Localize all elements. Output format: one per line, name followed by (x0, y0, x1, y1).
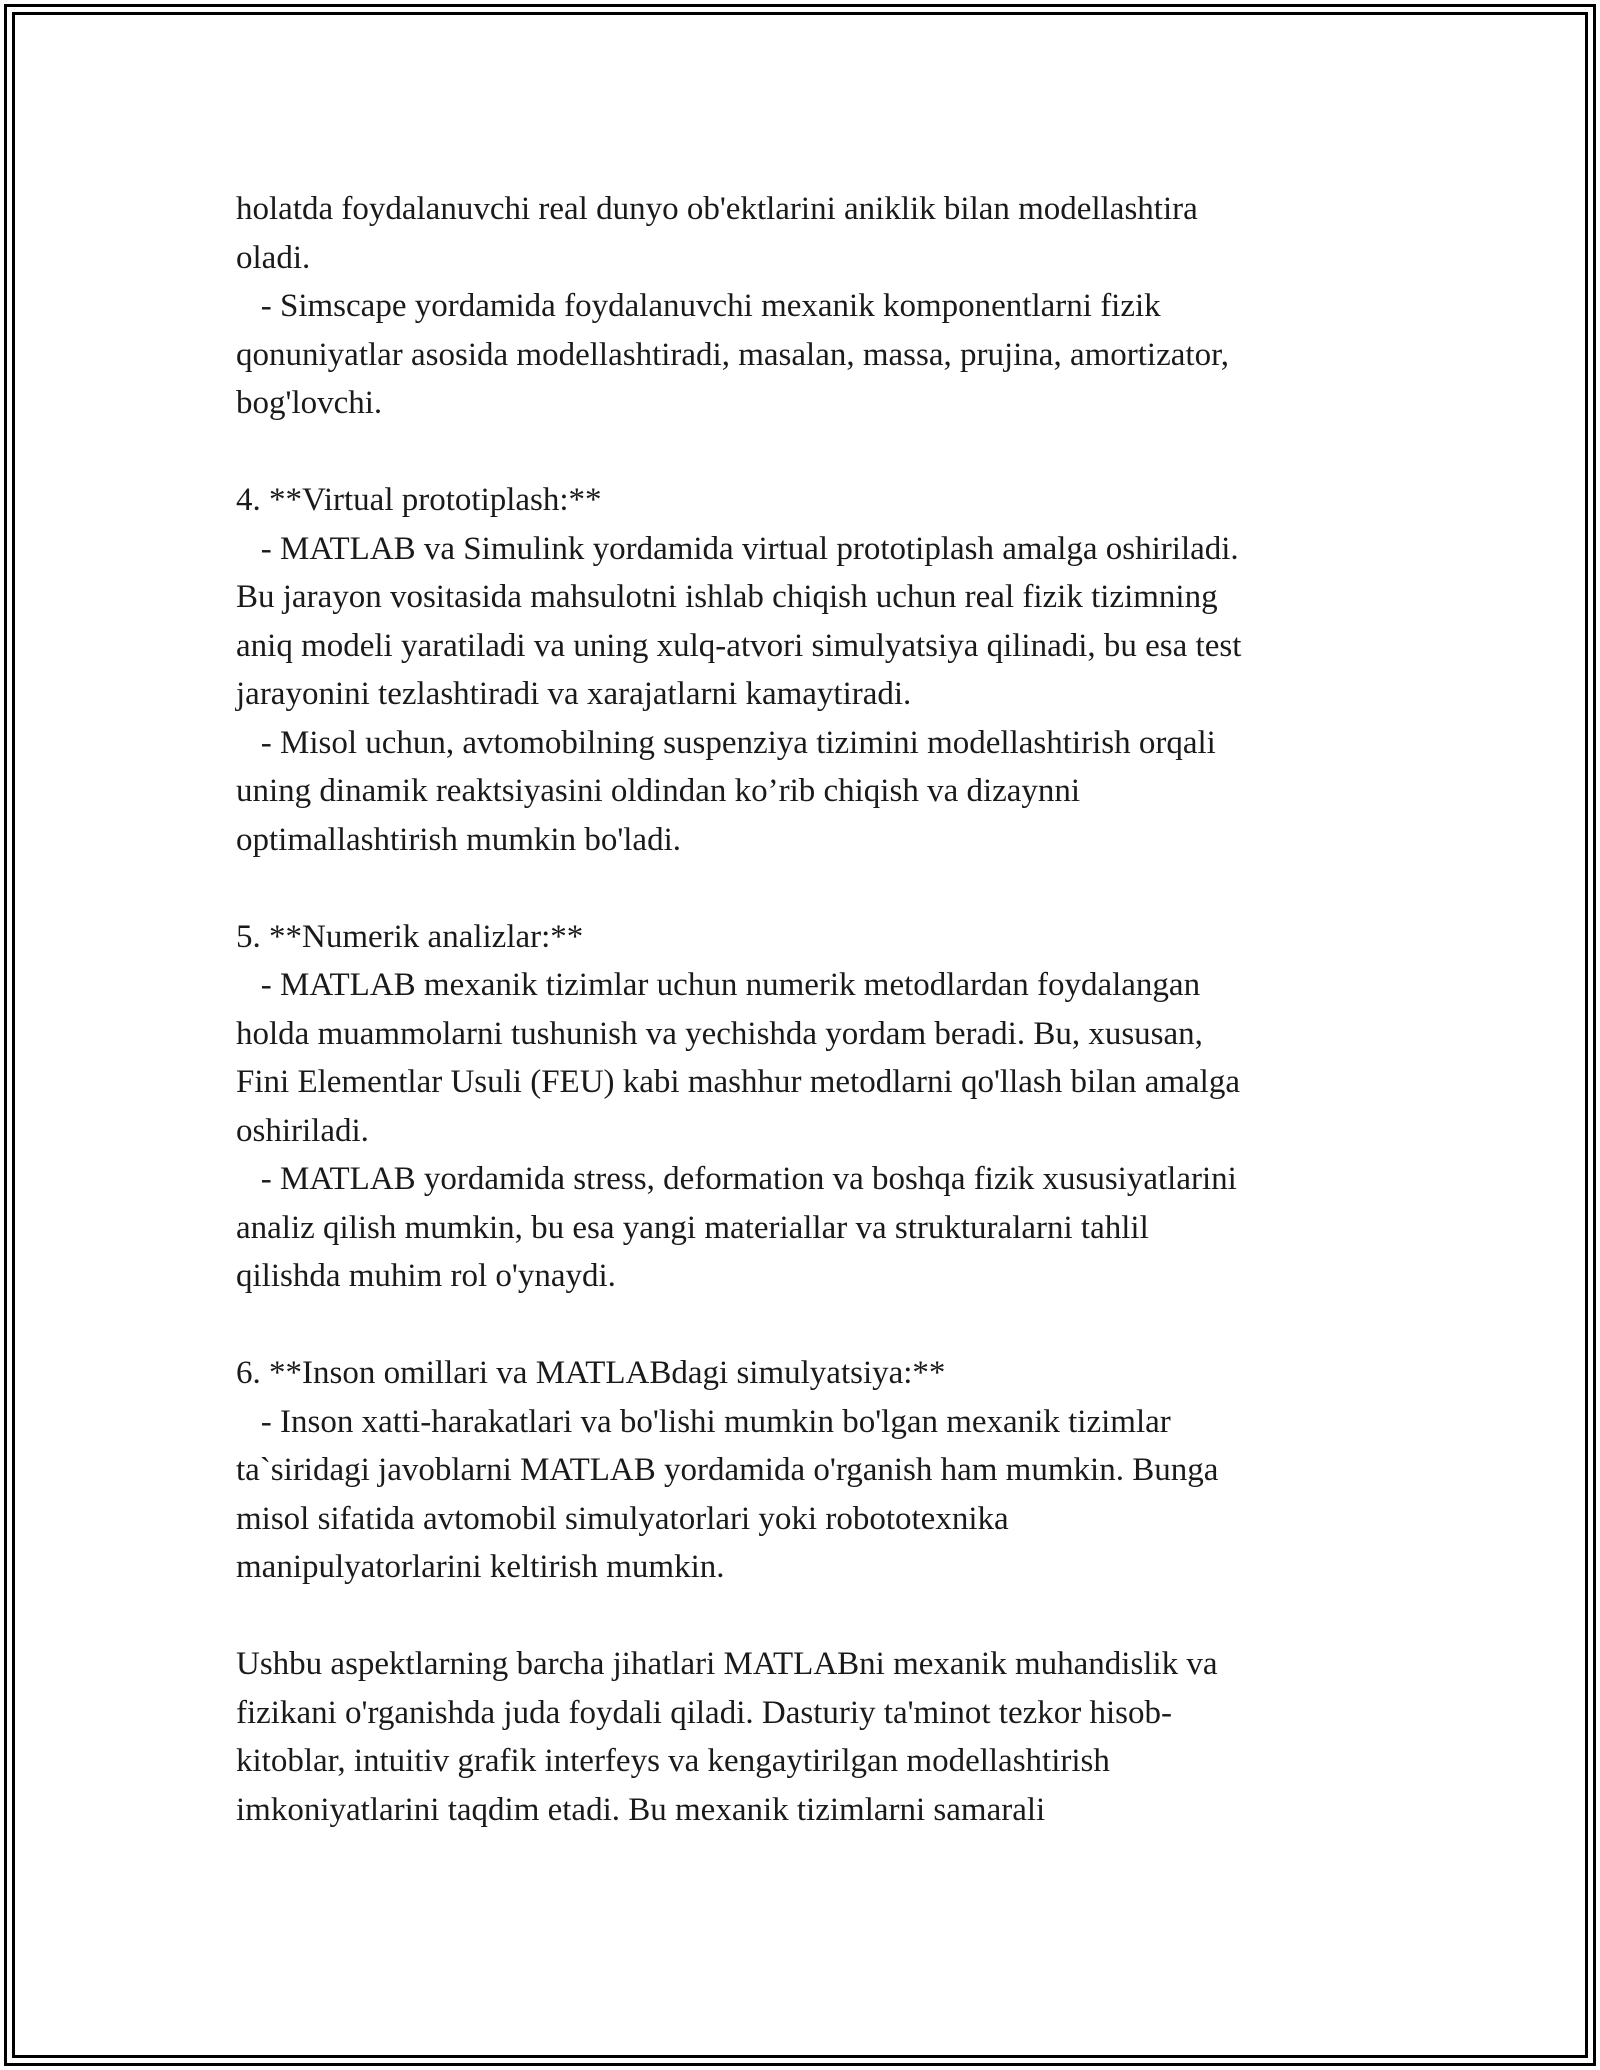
text-line: analiz qilish mumkin, bu esa yangi materiallar va strukturalarni tahlil (236, 1209, 1149, 1246)
blank-line (236, 1301, 1386, 1350)
blank-line (236, 1592, 1386, 1641)
text-line: Ushbu aspektlarning barcha jihatlari MATLABni mexanik muhandislik va (236, 1646, 1218, 1682)
document-body (236, 185, 1386, 1834)
text-line: uning dinamik reaktsiyasini oldindan ko’rib chiqish va dizaynni (236, 773, 1081, 809)
text-line: Bu jarayon vositasida mahsulotni ishlab chiqish uchun real fizik tizimning (236, 579, 1218, 615)
text-line: manipulyatorlarini keltirish mumkin. (236, 1549, 725, 1585)
text-line: - MATLAB yordamida stress, deformation va boshqa fizik xususiyatlarini (236, 1161, 1237, 1197)
blank-line (236, 864, 1386, 913)
blank-line (236, 428, 1386, 477)
text-line: - Misol uchun, avtomobilning suspenziya tizimini modellashtirish orqali (236, 724, 1216, 761)
text-line: - Simscape yordamida foydalanuvchi mexanik komponentlarni fizik (236, 288, 1161, 324)
text-line: fizikani o'rganishda juda foydali qiladi. Dasturiy ta'minot tezkor hisob- (236, 1694, 1172, 1731)
text-line: bog'lovchi. (236, 385, 383, 421)
text-line: jarayonini tezlashtiradi va xarajatlarni kamaytiradi. (236, 676, 912, 712)
text-line: qilishda muhim rol o'ynaydi. (236, 1258, 616, 1294)
text-line: qonuniyatlar asosida modellashtiradi, masalan, massa, prujina, amortizator, (236, 336, 1229, 373)
text-line: aniq modeli yaratiladi va uning xulq-atvori simulyatsiya qilinadi, bu esa test (236, 627, 1242, 664)
section-heading: 5. **Numerik analizlar:** (236, 918, 584, 955)
text-line: - MATLAB mexanik tizimlar uchun numerik metodlardan foydalangan (236, 967, 1201, 1003)
text-line: imkoniyatlarini taqdim etadi. Bu mexanik tizimlarni samarali (236, 1791, 1046, 1828)
text-line: ta`siridagi javoblarni MATLAB yordamida o'rganish ham mumkin. Bunga (236, 1452, 1219, 1488)
text-line: - MATLAB va Simulink yordamida virtual prototiplash amalga oshiriladi. (236, 530, 1239, 567)
text-line: oshiriladi. (236, 1112, 369, 1149)
text-line: optimallashtirish mumkin bo'ladi. (236, 821, 682, 858)
text-line: Fini Elementlar Usuli (FEU) kabi mashhur metodlarni qo'llash bilan amalga (236, 1064, 1240, 1100)
text-line: misol sifatida avtomobil simulyatorlari yoki robototexnika (236, 1500, 1009, 1537)
section-heading: 6. **Inson omillari va MATLABdagi simulyatsiya:** (236, 1355, 946, 1391)
text-line: - Inson xatti-harakatlari va bo'lishi mumkin bo'lgan mexanik tizimlar (236, 1403, 1171, 1440)
text-line: oladi. (236, 239, 311, 276)
text-line: kitoblar, intuitiv grafik interfeys va kengaytirilgan modellashtirish (236, 1743, 1110, 1779)
text-line: holatda foydalanuvchi real dunyo ob'ektlarini aniklik bilan modellashtira (236, 191, 1198, 227)
text-line: holda muammolarni tushunish va yechishda yordam beradi. Bu, xususan, (236, 1015, 1203, 1052)
section-heading: 4. **Virtual prototiplash:** (236, 482, 602, 518)
